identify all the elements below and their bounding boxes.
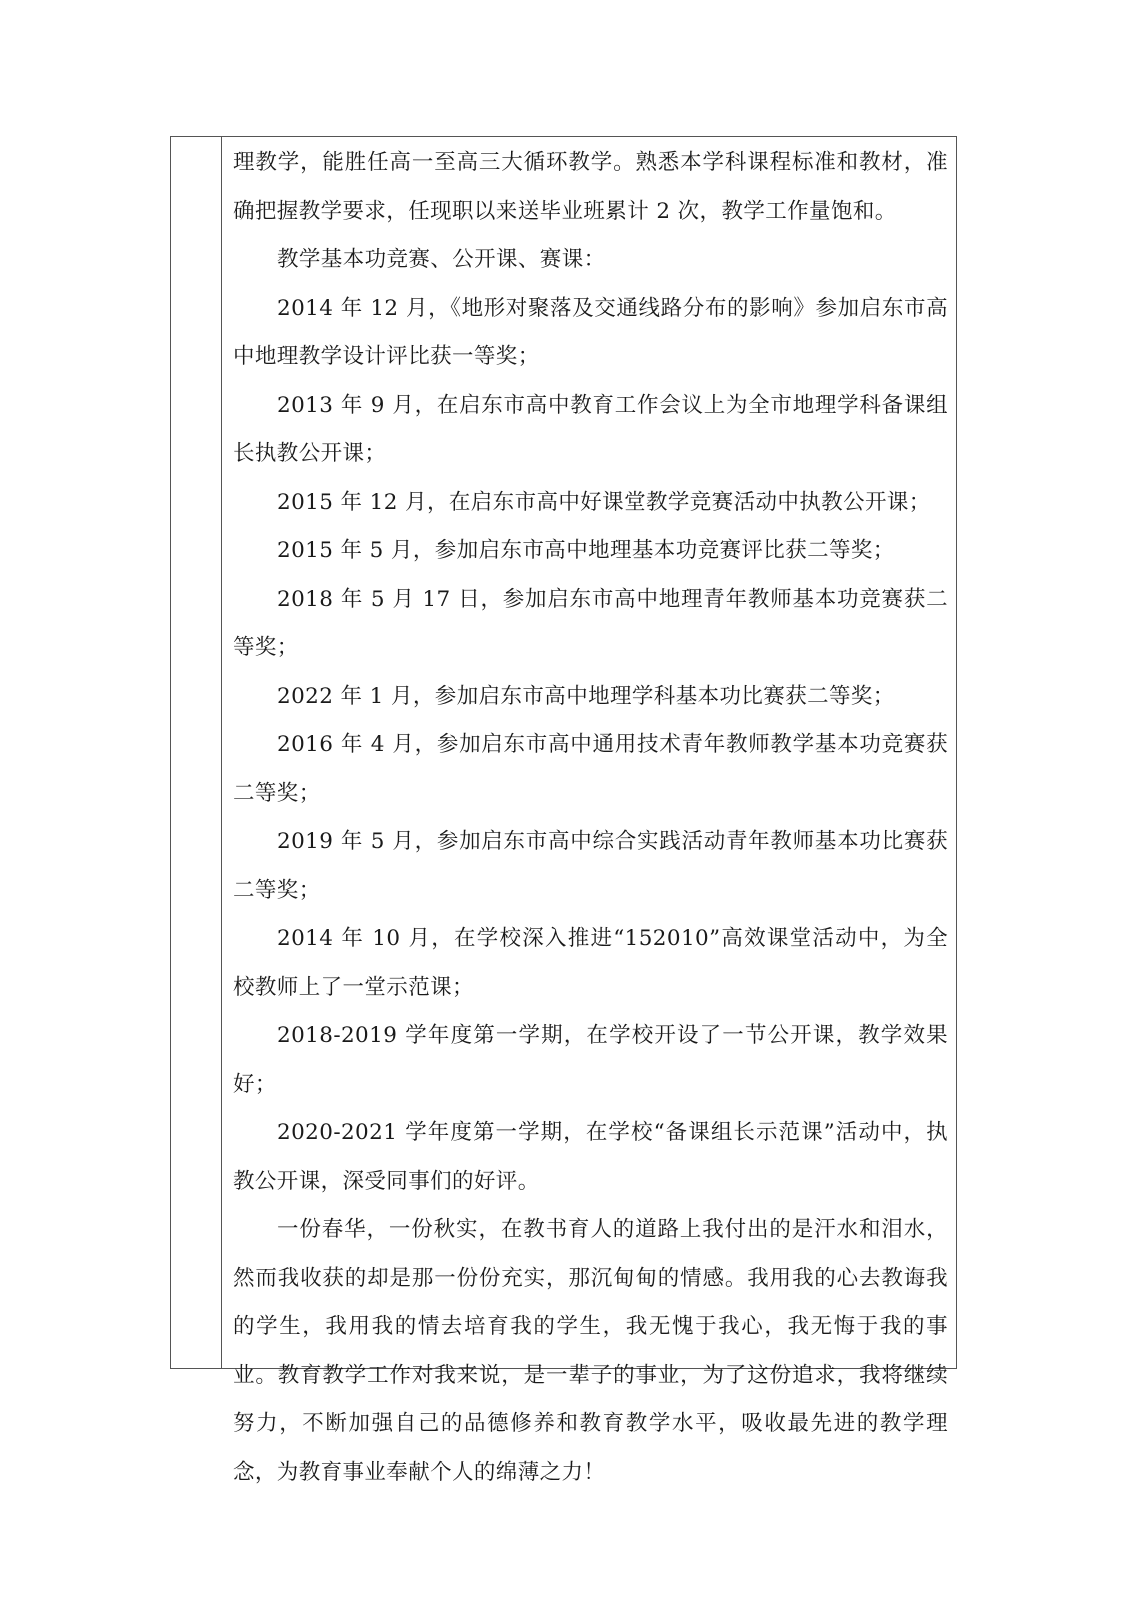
table-content-cell: [233, 139, 948, 1497]
paragraph: 2014 年 10 月，在学校深入推进“152010”高效课堂活动中，为全校教师上了一堂示范课；: [233, 926, 948, 1000]
paragraph: 2013 年 9 月，在启东市高中教育工作会议上为全市地理学科备课组长执教公开课；: [233, 392, 948, 466]
paragraph: 2018 年 5 月 17 日，参加启东市高中地理青年教师基本功竞赛获二等奖；: [233, 586, 948, 660]
paragraph: 教学基本功竞赛、公开课、赛课：: [277, 247, 606, 272]
paragraph: 2015 年 5 月，参加启东市高中地理基本功竞赛评比获二等奖；: [277, 538, 895, 563]
document-table: [170, 136, 957, 1485]
paragraph: 一份春华，一份秋实，在教书育人的道路上我付出的是汗水和泪水，然而我收获的却是那一份份充实，那沉甸甸的情感。我用我的心去教诲我的学生，我用我的情去培育我的学生，我无愧于我心，我无悔于我的事业。教育教学工作对我来说，是一辈子的事业，为了这份追求，我将继续努力，不断加强自己的品德修养和教育教学水平，吸收最先进的教学理念，为教育事业奉献个人的绵薄之力！: [233, 1217, 948, 1485]
table-left-column: [171, 137, 222, 1368]
paragraph: 2020-2021 学年度第一学期，在学校“备课组长示范课”活动中，执教公开课，深受同事们的好评。: [233, 1120, 949, 1194]
paragraph: 2015 年 12 月，在启东市高中好课堂教学竞赛活动中执教公开课；: [277, 489, 931, 515]
paragraph: 2018-2019 学年度第一学期，在学校开设了一节公开课，教学效果好；: [233, 1023, 948, 1097]
paragraph: 理教学，能胜任高一至高三大循环教学。熟悉本学科课程标准和教材，准确把握教学要求，任现职以来送毕业班累计 2 次，教学工作量饱和。: [233, 150, 948, 224]
paragraph: 2019 年 5 月，参加启东市高中综合实践活动青年教师基本功比赛获二等奖；: [233, 829, 948, 903]
paragraph: 2016 年 4 月，参加启东市高中通用技术青年教师教学基本功竞赛获二等奖；: [233, 732, 948, 806]
paragraph: 2014 年 12 月，《地形对聚落及交通线路分布的影响》参加启东市高中地理教学设计评比获一等奖；: [233, 295, 948, 369]
paragraph: 2022 年 1 月，参加启东市高中地理学科基本功比赛获二等奖；: [277, 683, 895, 709]
